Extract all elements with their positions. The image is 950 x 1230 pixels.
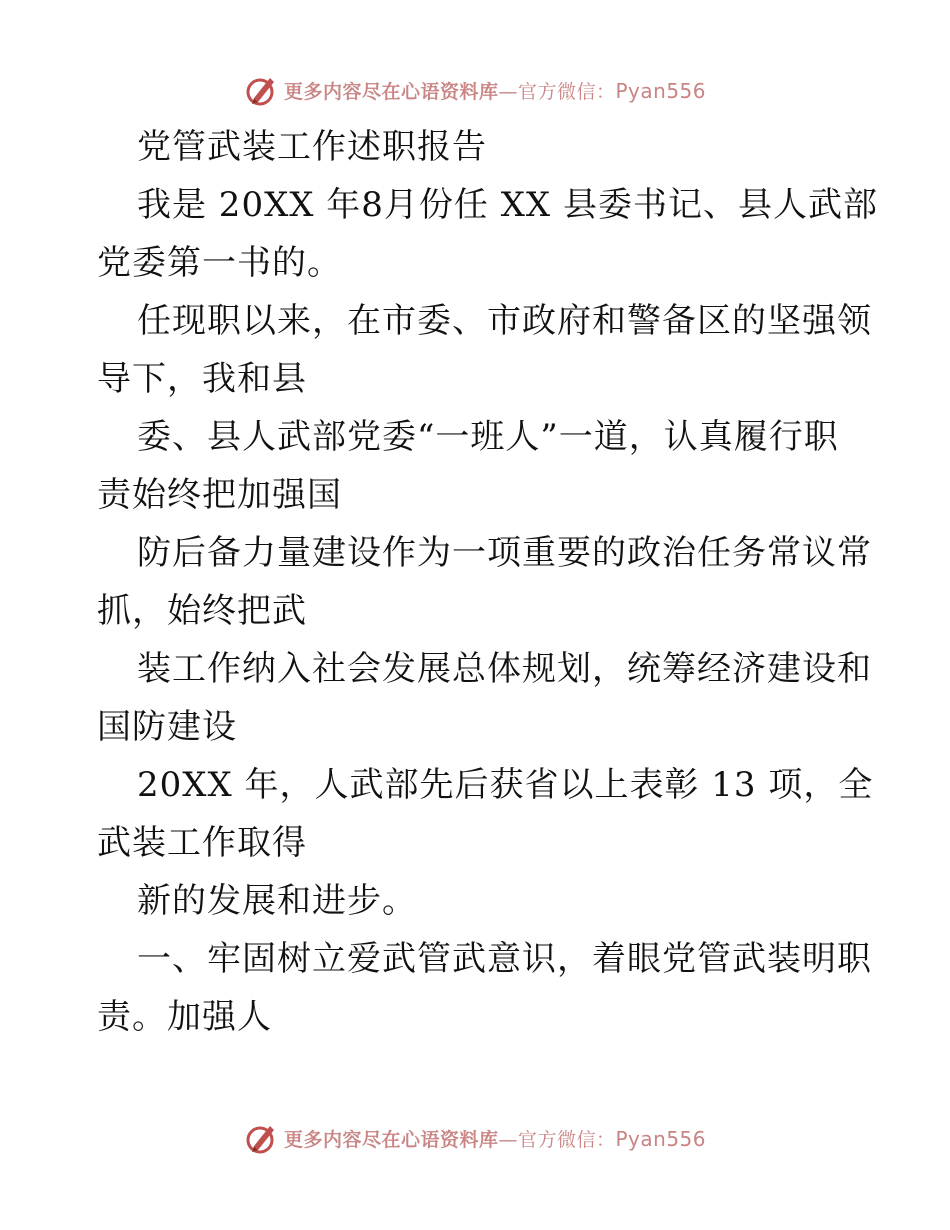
watermark-text — [284, 77, 706, 104]
pen-logo-icon — [244, 1120, 280, 1156]
paragraph-line: 20XX 年，人武部先后获省以上表彰 13 项，全 — [137, 765, 874, 805]
paragraph-line: 任现职以来，在市委、市政府和警备区的坚强领 — [137, 301, 872, 341]
paragraph-line: 抓，始终把武 — [97, 591, 307, 631]
section-heading-line: 一、牢固树立爱武管武意识，着眼党管武装明职 — [137, 939, 872, 979]
watermark-handle: Pyan556 — [615, 78, 707, 103]
document-title: 党管武装工作述职报告 — [137, 127, 487, 167]
footer-watermark-banner — [0, 1118, 950, 1158]
paragraph-line: 我是 20XX 年8月份任 XX 县委书记、县人武部 — [137, 185, 878, 225]
paragraph-line: 责。加强人 — [97, 997, 272, 1037]
paragraph-line: 装工作纳入社会发展总体规划，统筹经济建设和 — [137, 649, 872, 689]
paragraph-line: 导下，我和县 — [97, 359, 307, 399]
paragraph-line: 防后备力量建设作为一项重要的政治任务常议常 — [137, 533, 872, 573]
watermark-wechat-label: 官方微信： — [517, 1128, 616, 1151]
watermark-brand: 更多内容尽在心语资料库 — [283, 80, 499, 103]
paragraph-line: 武装工作取得 — [97, 823, 307, 863]
watermark-dash: — — [498, 1128, 518, 1151]
paragraph-line: 委、县人武部党委“一班人”一道，认真履行职 — [137, 417, 839, 457]
paragraph-line: 党委第一书的。 — [97, 243, 342, 283]
watermark-dash: — — [498, 80, 518, 103]
header-watermark-banner — [0, 70, 950, 110]
document-body — [97, 118, 878, 1046]
paragraph-line: 责始终把加强国 — [97, 475, 342, 515]
pen-logo-icon — [244, 72, 280, 108]
paragraph-line: 国防建设 — [97, 707, 237, 747]
watermark-text — [284, 1125, 706, 1152]
watermark-wechat-label: 官方微信： — [517, 80, 616, 103]
watermark-brand: 更多内容尽在心语资料库 — [283, 1128, 499, 1151]
paragraph-line: 新的发展和进步。 — [137, 881, 417, 921]
watermark-handle: Pyan556 — [615, 1126, 707, 1151]
